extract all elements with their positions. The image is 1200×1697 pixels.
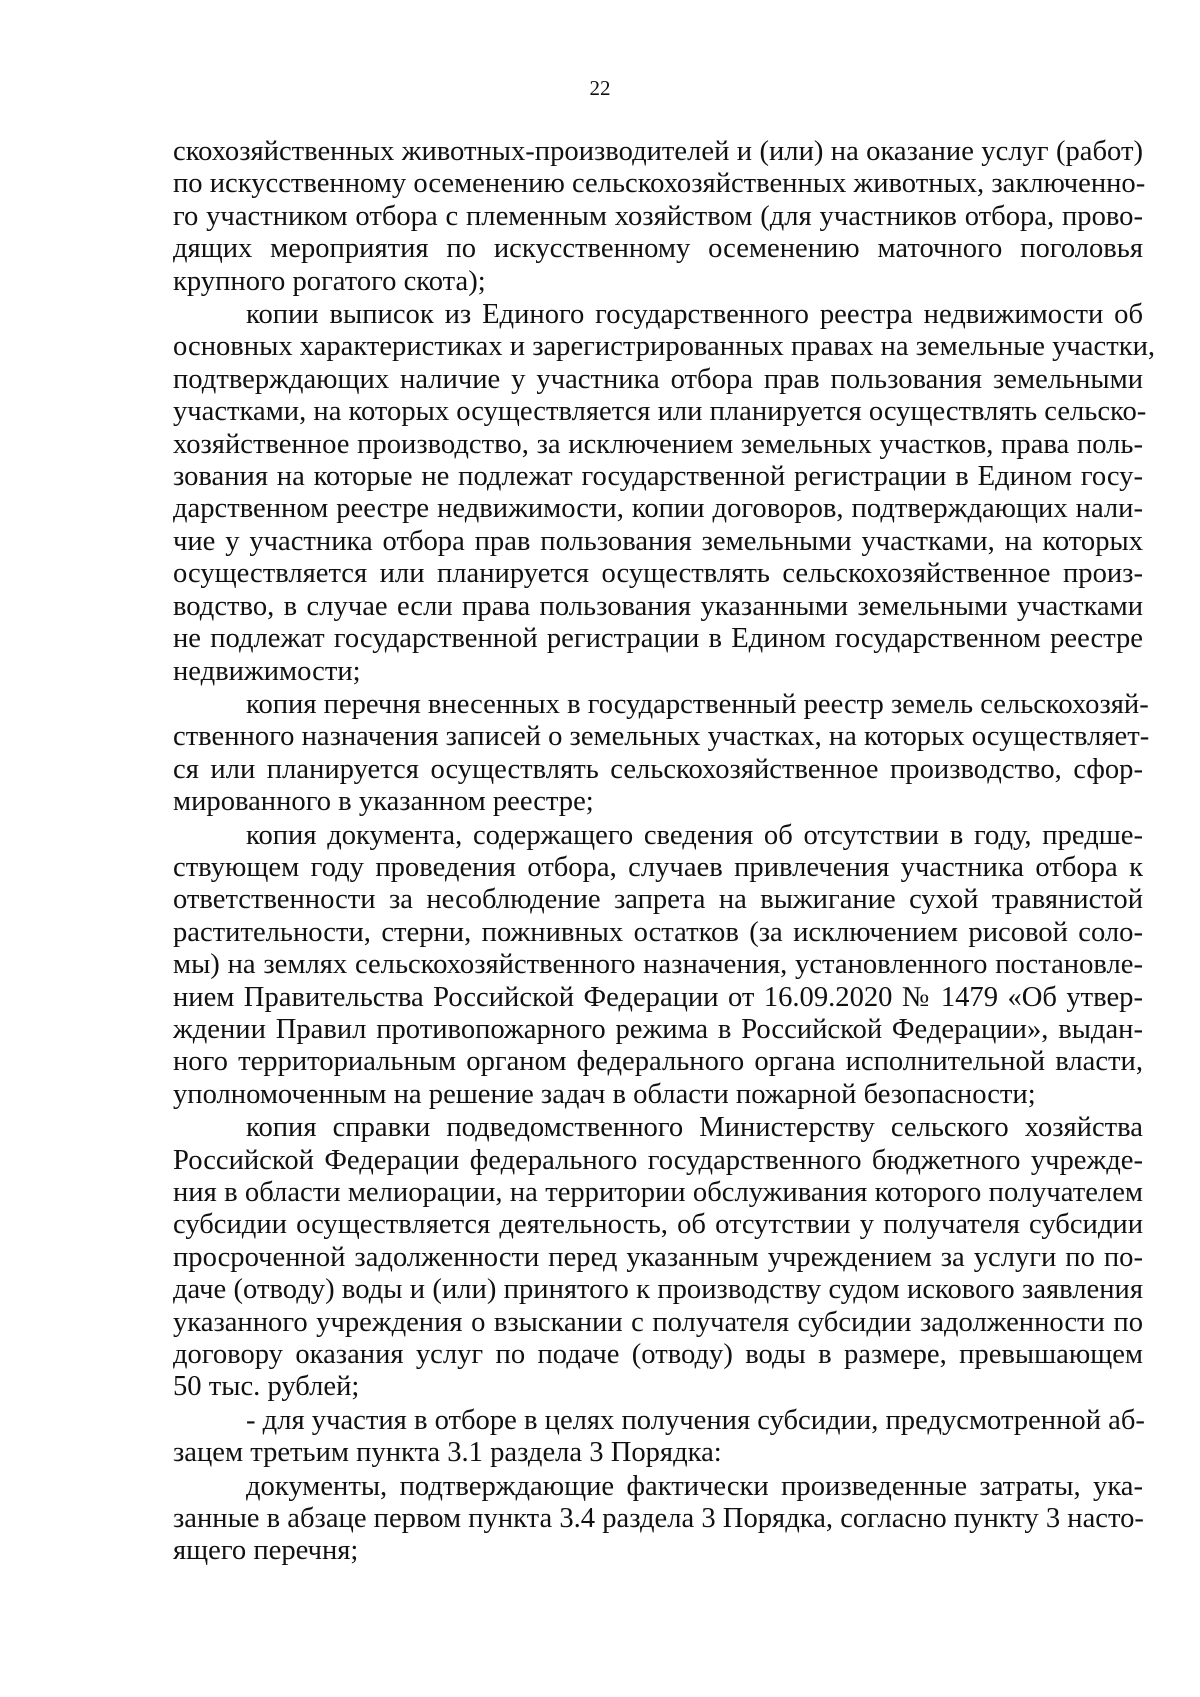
text-line: договору оказания услуг по подаче (отводу) воды в размере, превышающем <box>173 1339 1143 1371</box>
text-line: зацем третьим пункта 3.1 раздела 3 Порядка: <box>173 1437 722 1469</box>
text-line: осуществляется или планируется осуществлять сельскохозяйственное произ- <box>173 558 1143 590</box>
page-number: 22 <box>589 76 611 100</box>
text-line: водство, в случае если права пользования указанными земельными участками <box>173 590 1143 622</box>
text-line: копии выписок из Единого государственного реестра недвижимости об <box>246 299 1143 331</box>
text-line: ответственности за несоблюдение запрета на выжигание сухой травянистой <box>173 884 1143 916</box>
paragraph <box>173 820 1143 1112</box>
text-line: ния в области мелиорации, на территории обслуживания которого получателем <box>173 1177 1143 1208</box>
text-line: ждении Правил противопожарного режима в Российской Федерации», выдан- <box>173 1013 1143 1045</box>
text-line: скохозяйственных животных-производителей и (или) на оказание услуг (работ) <box>173 136 1143 167</box>
paragraph <box>173 299 1156 688</box>
text-line: подтверждающих наличие у участника отбора прав пользования земельными <box>173 363 1143 395</box>
text-line: 50 тыс. рублей; <box>173 1371 360 1403</box>
text-line: недвижимости; <box>173 655 361 687</box>
text-line: зования на которые не подлежат государственной регистрации в Едином госу- <box>173 461 1143 493</box>
text-line: субсидии осуществляется деятельность, об отсутствии у получателя субсидии <box>173 1209 1143 1241</box>
paragraph <box>173 1405 1143 1470</box>
text-line: чие у участника отбора прав пользования земельными участками, на которых <box>173 525 1143 557</box>
text-line: документы, подтверждающие фактически произведенные затраты, ука- <box>246 1470 1143 1502</box>
text-line: ящего перечня; <box>173 1535 359 1567</box>
paragraph <box>173 1471 1143 1568</box>
text-line: ного территориальным органом федерального органа исполнительной власти, <box>173 1046 1143 1078</box>
text-line: копия перечня внесенных в государственный реестр земель сельскохозяй- <box>246 688 1149 720</box>
text-line: - для участия в отборе в целях получения субсидии, предусмотренной аб- <box>246 1404 1145 1436</box>
text-line: участками, на которых осуществляется или планируется осуществлять сельско- <box>173 396 1147 428</box>
text-line: даче (отводу) воды и (или) принятого к производству судом искового заявления <box>173 1274 1143 1306</box>
text-line: указанного учреждения о взыскании с получателя субсидии задолженности по <box>173 1306 1143 1338</box>
text-line: дарственном реестре недвижимости, копии договоров, подтверждающих нали- <box>173 493 1143 525</box>
text-line: просроченной задолженности перед указанным учреждением за услуги по по- <box>173 1241 1143 1273</box>
text-line: Российской Федерации федерального государственного бюджетного учрежде- <box>173 1144 1143 1176</box>
paragraph <box>173 136 1146 298</box>
text-line: мы) на землях сельскохозяйственного назначения, установленного постановле- <box>173 949 1143 981</box>
text-line: не подлежат государственной регистрации в Едином государственном реестре <box>173 623 1143 655</box>
text-line: ственного назначения записей о земельных участках, на которых осуществляет- <box>173 721 1150 753</box>
text-line: го участником отбора с племенным хозяйством (для участников отбора, прово- <box>173 200 1143 232</box>
text-line: мированного в указанном реестре; <box>173 786 594 818</box>
text-line: крупного рогатого скота); <box>173 265 486 297</box>
text-line: дящих мероприятия по искусственному осеменению маточного поголовья <box>173 233 1143 265</box>
text-line: хозяйственное производство, за исключением земельных участков, права поль- <box>173 428 1143 460</box>
text-line: нием Правительства Российской Федерации от 16.09.2020 № 1479 «Об утвер- <box>173 981 1143 1013</box>
text-line: копия справки подведомственного Министерству сельского хозяйства <box>246 1112 1143 1144</box>
text-line: занные в абзаце первом пункта 3.4 раздела 3 Порядка, согласно пункту 3 насто- <box>173 1503 1144 1535</box>
paragraph <box>173 1112 1143 1404</box>
text-line: растительности, стерни, пожнивных остатков (за исключением рисовой соло- <box>173 916 1143 948</box>
text-line: по искусственному осеменению сельскохозяйственных животных, заключенно- <box>173 168 1146 200</box>
text-line: копия документа, содержащего сведения об отсутствии в году, предше- <box>246 819 1143 851</box>
text-line: основных характеристиках и зарегистрированных правах на земельные участки, <box>173 331 1156 363</box>
paragraph <box>173 688 1150 819</box>
text-line: уполномоченным на решение задач в области пожарной безопасности; <box>173 1078 1036 1110</box>
document-body <box>173 136 1156 1569</box>
text-line: ствующем году проведения отбора, случаев привлечения участника отбора к <box>173 851 1143 883</box>
text-line: ся или планируется осуществлять сельскохозяйственное производство, сфор- <box>173 753 1143 785</box>
